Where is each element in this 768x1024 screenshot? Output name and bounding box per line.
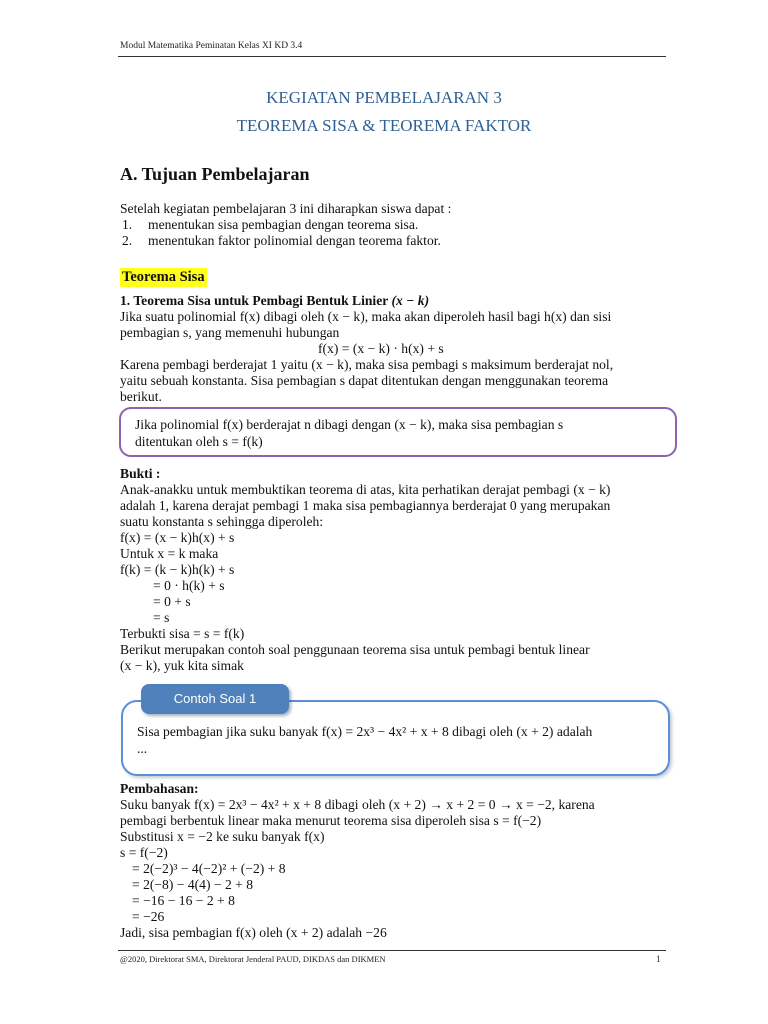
para2-line1: Karena pembagi berderajat 1 yaitu (x − k), maka sisa pembagi s maksimum berderajat nol, [120, 357, 614, 372]
para1-line1: Jika suatu polinomial f(x) dibagi oleh (x − k), maka akan diperoleh hasil bagi h(x) dan sisi [120, 309, 612, 324]
pembahasan-eq4: = −16 − 16 − 2 + 8 [132, 893, 235, 908]
pembahasan-eq5: = −26 [132, 909, 165, 924]
pembahasan-conclusion: Jadi, sisa pembagian f(x) oleh (x + 2) adalah −26 [120, 925, 387, 940]
pembahasan-line2: pembagi berbentuk linear maka menurut teorema sisa diperoleh sisa s = f(−2) [120, 813, 542, 828]
intro-text: Setelah kegiatan pembelajaran 3 ini diharapkan siswa dapat : [120, 201, 452, 216]
para2-line3: berikut. [120, 389, 162, 404]
page-number: 1 [656, 954, 661, 964]
bukti-line6: Berikut merupakan contoh soal penggunaan teorema sisa untuk pembagi bentuk linear [120, 642, 590, 657]
bukti-eq2: f(k) = (k − k)h(k) + s [120, 562, 235, 577]
bukti-line3: suatu konstanta s sehingga diperoleh: [120, 514, 324, 529]
list-item-2: menentukan faktor polinomial dengan teorema faktor. [148, 233, 441, 248]
theorem-text [135, 416, 665, 450]
para2-line2: yaitu sebuah konstanta. Sisa pembagian s dapat ditentukan dengan menggunakan teorema [120, 373, 609, 388]
contoh-soal-question [137, 723, 662, 757]
title-teorema: TEOREMA SISA & TEOREMA FAKTOR [236, 116, 532, 135]
list-number-1: 1. [122, 217, 133, 232]
main-equation: f(x) = (x − k) · h(x) + s [318, 341, 444, 356]
bukti-line4: Untuk x = k maka [120, 546, 219, 561]
para1-line2: pembagian s, yang memenuhi hubungan [120, 325, 340, 340]
bukti-line1: Anak-anakku untuk membuktikan teorema di atas, kita perhatikan derajat pembagi (x − k) [120, 482, 611, 497]
bukti-eq4: = 0 + s [153, 594, 191, 609]
section-heading-tujuan: A. Tujuan Pembelajaran [120, 164, 310, 184]
subheading-text: 1. Teorema Sisa untuk Pembagi Bentuk Linier [120, 293, 392, 308]
bukti-line7: (x − k), yuk kita simak [120, 658, 244, 673]
list-number-2: 2. [122, 233, 133, 248]
footer-text: @2020, Direktorat SMA, Direktorat Jenderal PAUD, DIKDAS dan DIKMEN [120, 954, 386, 964]
list-item-1: menentukan sisa pembagian dengan teorema sisa. [148, 217, 419, 232]
subheading-math: (x − k) [391, 293, 430, 308]
pembahasan-line3: Substitusi x = −2 ke suku banyak f(x) [120, 829, 325, 844]
pembahasan-eq2: = 2(−2)³ − 4(−2)² + (−2) + 8 [132, 861, 286, 876]
bukti-heading: Bukti : [120, 466, 161, 481]
bukti-eq3: = 0 · h(k) + s [153, 578, 225, 593]
question-line2: ... [137, 741, 148, 756]
pembahasan-eq3: = 2(−8) − 4(4) − 2 + 8 [132, 877, 254, 892]
header-rule [118, 56, 666, 57]
theorem-line2: ditentukan oleh s = f(k) [135, 434, 263, 449]
bukti-line5: Terbukti sisa = s = f(k) [120, 626, 245, 641]
page-header: Modul Matematika Peminatan Kelas XI KD 3.4 [120, 41, 303, 51]
bukti-eq5: = s [153, 610, 170, 625]
footer-rule [118, 950, 666, 951]
title-kegiatan: KEGIATAN PEMBELAJARAN 3 [266, 88, 502, 107]
bukti-line2: adalah 1, karena derajat pembagi 1 maka sisa pembagiannya berderajat 0 yang merupakan [120, 498, 611, 513]
pembahasan-heading: Pembahasan: [120, 781, 199, 796]
pembahasan-line1: Suku banyak f(x) = 2x³ − 4x² + x + 8 dibagi oleh (x + 2) → x + 2 = 0 → x = −2, karena [120, 797, 595, 812]
question-line1: Sisa pembagian jika suku banyak f(x) = 2x³ − 4x² + x + 8 dibagi oleh (x + 2) adalah [137, 724, 593, 739]
theorem-line1: Jika polinomial f(x) berderajat n dibagi dengan (x − k), maka sisa pembagian s [135, 417, 564, 432]
pembahasan-eq1: s = f(−2) [120, 845, 168, 860]
contoh-soal-tab: Contoh Soal 1 [141, 684, 289, 714]
subheading-teorema-linier [120, 293, 670, 309]
bukti-eq1: f(x) = (x − k)h(x) + s [120, 530, 235, 545]
highlight-teorema-sisa: Teorema Sisa [122, 269, 205, 285]
